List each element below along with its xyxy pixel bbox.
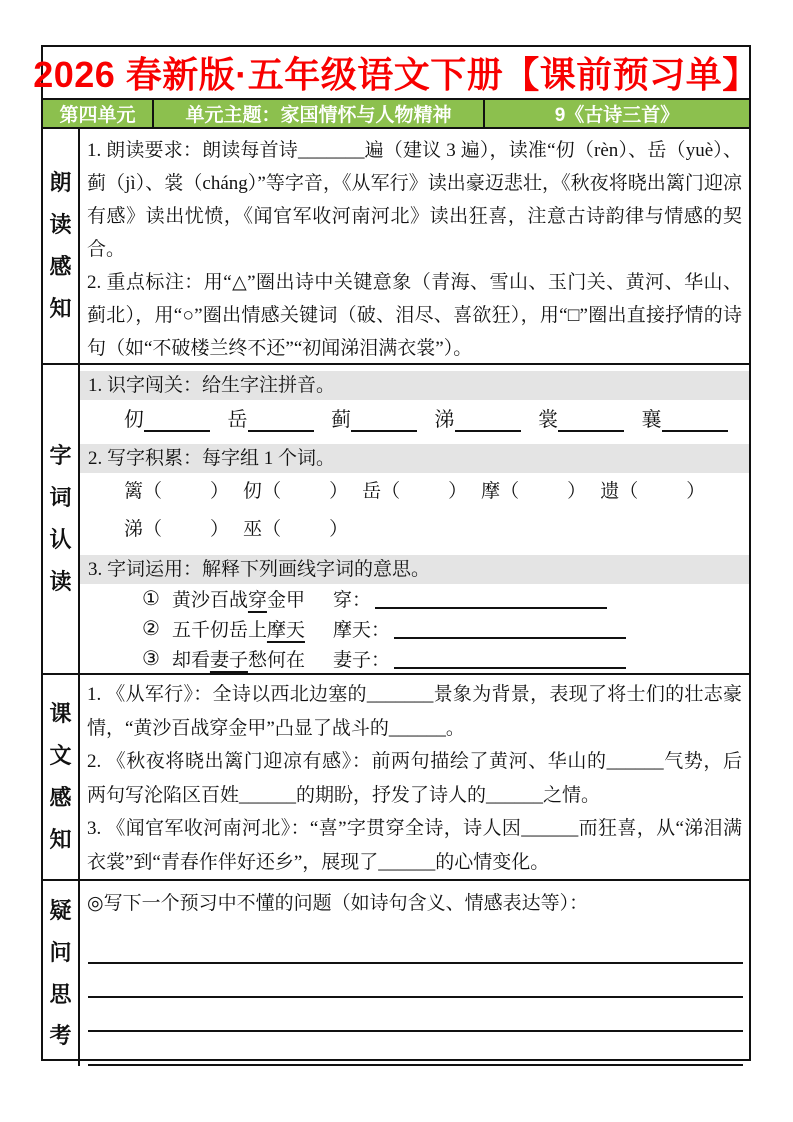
section-content [80,881,749,1066]
paren-close: ） [567,480,587,502]
answer-blank-line [394,618,626,639]
paren-open: （ [381,480,401,502]
word-usage-prompt: 3. 字词运用：解释下列画线字词的意思。 [80,555,749,584]
section-text-comprehension [43,675,749,881]
underlined-word: 穿 [247,589,267,611]
poem-phrase: 黄沙百战穿金甲 [171,589,305,611]
poem-summary-1: 1. 《从军行》：全诗以西北边塞的_______景象为背景，表现了将士们的壮志豪情，“黄沙百战穿金甲”凸显了战斗的______。 [87,684,742,739]
annotation-instruction-text: 2. 重点标注：用“△”圈出诗中关键意象（青海、雪山、玉门关、黄河、华山、蓟北），用“○”圈出情感关键词（破、泪尽、喜欲狂），用“□”圈出直接抒情的诗句（如“不破楼兰终不还”“初闻涕泪满衣裳”）。 [87,272,742,359]
paren-close: ） [210,518,230,540]
poem-phrase: 却看妻子愁何在 [171,649,305,671]
zuci-char: 涕 [124,518,144,540]
paren-open: （ [262,518,282,540]
writing-line [88,964,743,998]
zuci-char: 岳 [362,480,382,502]
worksheet-page [33,45,759,1061]
pinyin-exercise-row [80,400,749,438]
writing-line [88,920,743,964]
zuci-char: 仞 [243,480,263,502]
item-number: ② [142,617,160,640]
section-content [80,129,749,363]
pinyin-char: 襄 [641,408,662,431]
section-question-thinking [43,881,749,1066]
section-content [80,675,749,879]
word-building-row-2 [80,511,749,549]
pinyin-char: 涕 [434,408,455,431]
word-building-item [362,473,467,511]
item-number: ③ [142,647,160,670]
reading-requirement-text: 1. 朗读要求：朗读每首诗_______遍（建议 3 遍），读准“仞（rèn）、岳（yuè）、蓟（jì）、裳（cháng）”等字音，《从军行》读出豪迈悲壮，《秋夜将晓出篱门迎凉有感》读出忧愤，《闻官军收河南河北》读出狂喜，注意古诗韵律与情感的契合。 [87,140,742,260]
word-building-item [243,511,348,549]
word-building-item [124,473,229,511]
paren-close: ） [210,480,230,502]
answer-blank-line [394,648,626,669]
word-building-item [481,473,586,511]
underlined-word: 摩天 [266,619,305,641]
paren-open: （ [619,480,639,502]
title-row [33,47,759,98]
word-building-prompt: 2. 写字积累：每字组 1 个词。 [80,444,749,473]
section-side-label-cell [43,129,80,363]
word-usage-item-2 [80,613,749,643]
pinyin-blank [351,411,417,432]
word-usage-item-1 [80,584,749,614]
pinyin-item [435,403,533,432]
paren-open: （ [143,480,163,502]
pinyin-char: 蓟 [331,408,351,431]
section-label: 朗读感知 [49,170,72,321]
section-reading-perception [43,129,749,365]
section-side-label-cell [43,675,80,879]
question-prompt: ◎写下一个预习中不懂的问题（如诗句含义、情感表达等）： [87,893,589,914]
zuci-char: 遗 [600,480,620,502]
poem-summary-3: 3. 《闻官军收河南河北》：“喜”字贯穿全诗，诗人因______而狂喜，从“涕泪满衣裳”到“青春作伴好还乡”，展现了______的心情变化。 [87,818,742,873]
zuci-char: 巫 [243,518,263,540]
paren-close: ） [329,518,349,540]
pinyin-item [642,403,740,432]
word-building-item [243,473,348,511]
paren-open: （ [143,518,163,540]
pinyin-blank [558,411,624,432]
paren-close: ） [686,480,706,502]
pinyin-blank [144,411,210,432]
section-label: 疑问思考 [49,897,72,1049]
zuci-char: 摩 [481,480,501,502]
item-number: ① [142,587,160,610]
poem-summary-2: 2. 《秋夜将晓出篱门迎凉有感》：前两句描绘了黄河、华山的______气势，后两句写沦陷区百姓______的期盼，抒发了诗人的______之情。 [87,751,742,806]
word-building-item [124,511,229,549]
section-word-recognition [43,365,749,675]
unit-number-cell: 第四单元 [43,100,154,127]
answer-blank-line [375,588,607,609]
section-side-label-cell [43,365,80,673]
pinyin-blank [662,411,728,432]
word-building-item [600,473,705,511]
word-building-row-1 [80,473,749,511]
paren-close: ） [448,480,468,502]
writing-line [88,998,743,1032]
word-usage-item-3 [80,643,749,673]
zuci-char: 篱 [124,480,144,502]
paren-open: （ [262,480,282,502]
unit-theme-cell: 单元主题：家国情怀与人物精神 [154,100,485,127]
section-content [80,365,749,673]
pinyin-char: 仞 [124,408,144,431]
pinyin-item [331,403,429,432]
pinyin-blank [455,411,521,432]
writing-line [88,1032,743,1066]
pinyin-char: 裳 [538,408,558,431]
paren-open: （ [500,480,520,502]
unit-header-bar [43,98,749,129]
underlined-word: 妻子 [209,649,248,671]
pinyin-prompt: 1. 识字闯关：给生字注拼音。 [80,371,749,400]
section-label: 字词认读 [49,443,72,594]
term-label: 穿： [332,589,371,611]
pinyin-item [538,403,636,432]
pinyin-blank [248,411,314,432]
section-label: 课文感知 [49,701,72,852]
term-label: 摩天： [332,619,390,641]
pinyin-item [124,403,222,432]
paren-close: ） [329,480,349,502]
page-title: 2026 春新版·五年级语文下册【课前预习单】 [33,54,759,95]
term-label: 妻子： [332,649,390,671]
poem-phrase: 五千仞岳上摩天 [171,619,305,641]
lesson-title-cell: 9《古诗三首》 [554,105,680,126]
pinyin-item [228,403,326,432]
section-side-label-cell [43,881,80,1066]
pinyin-char: 岳 [227,408,248,431]
